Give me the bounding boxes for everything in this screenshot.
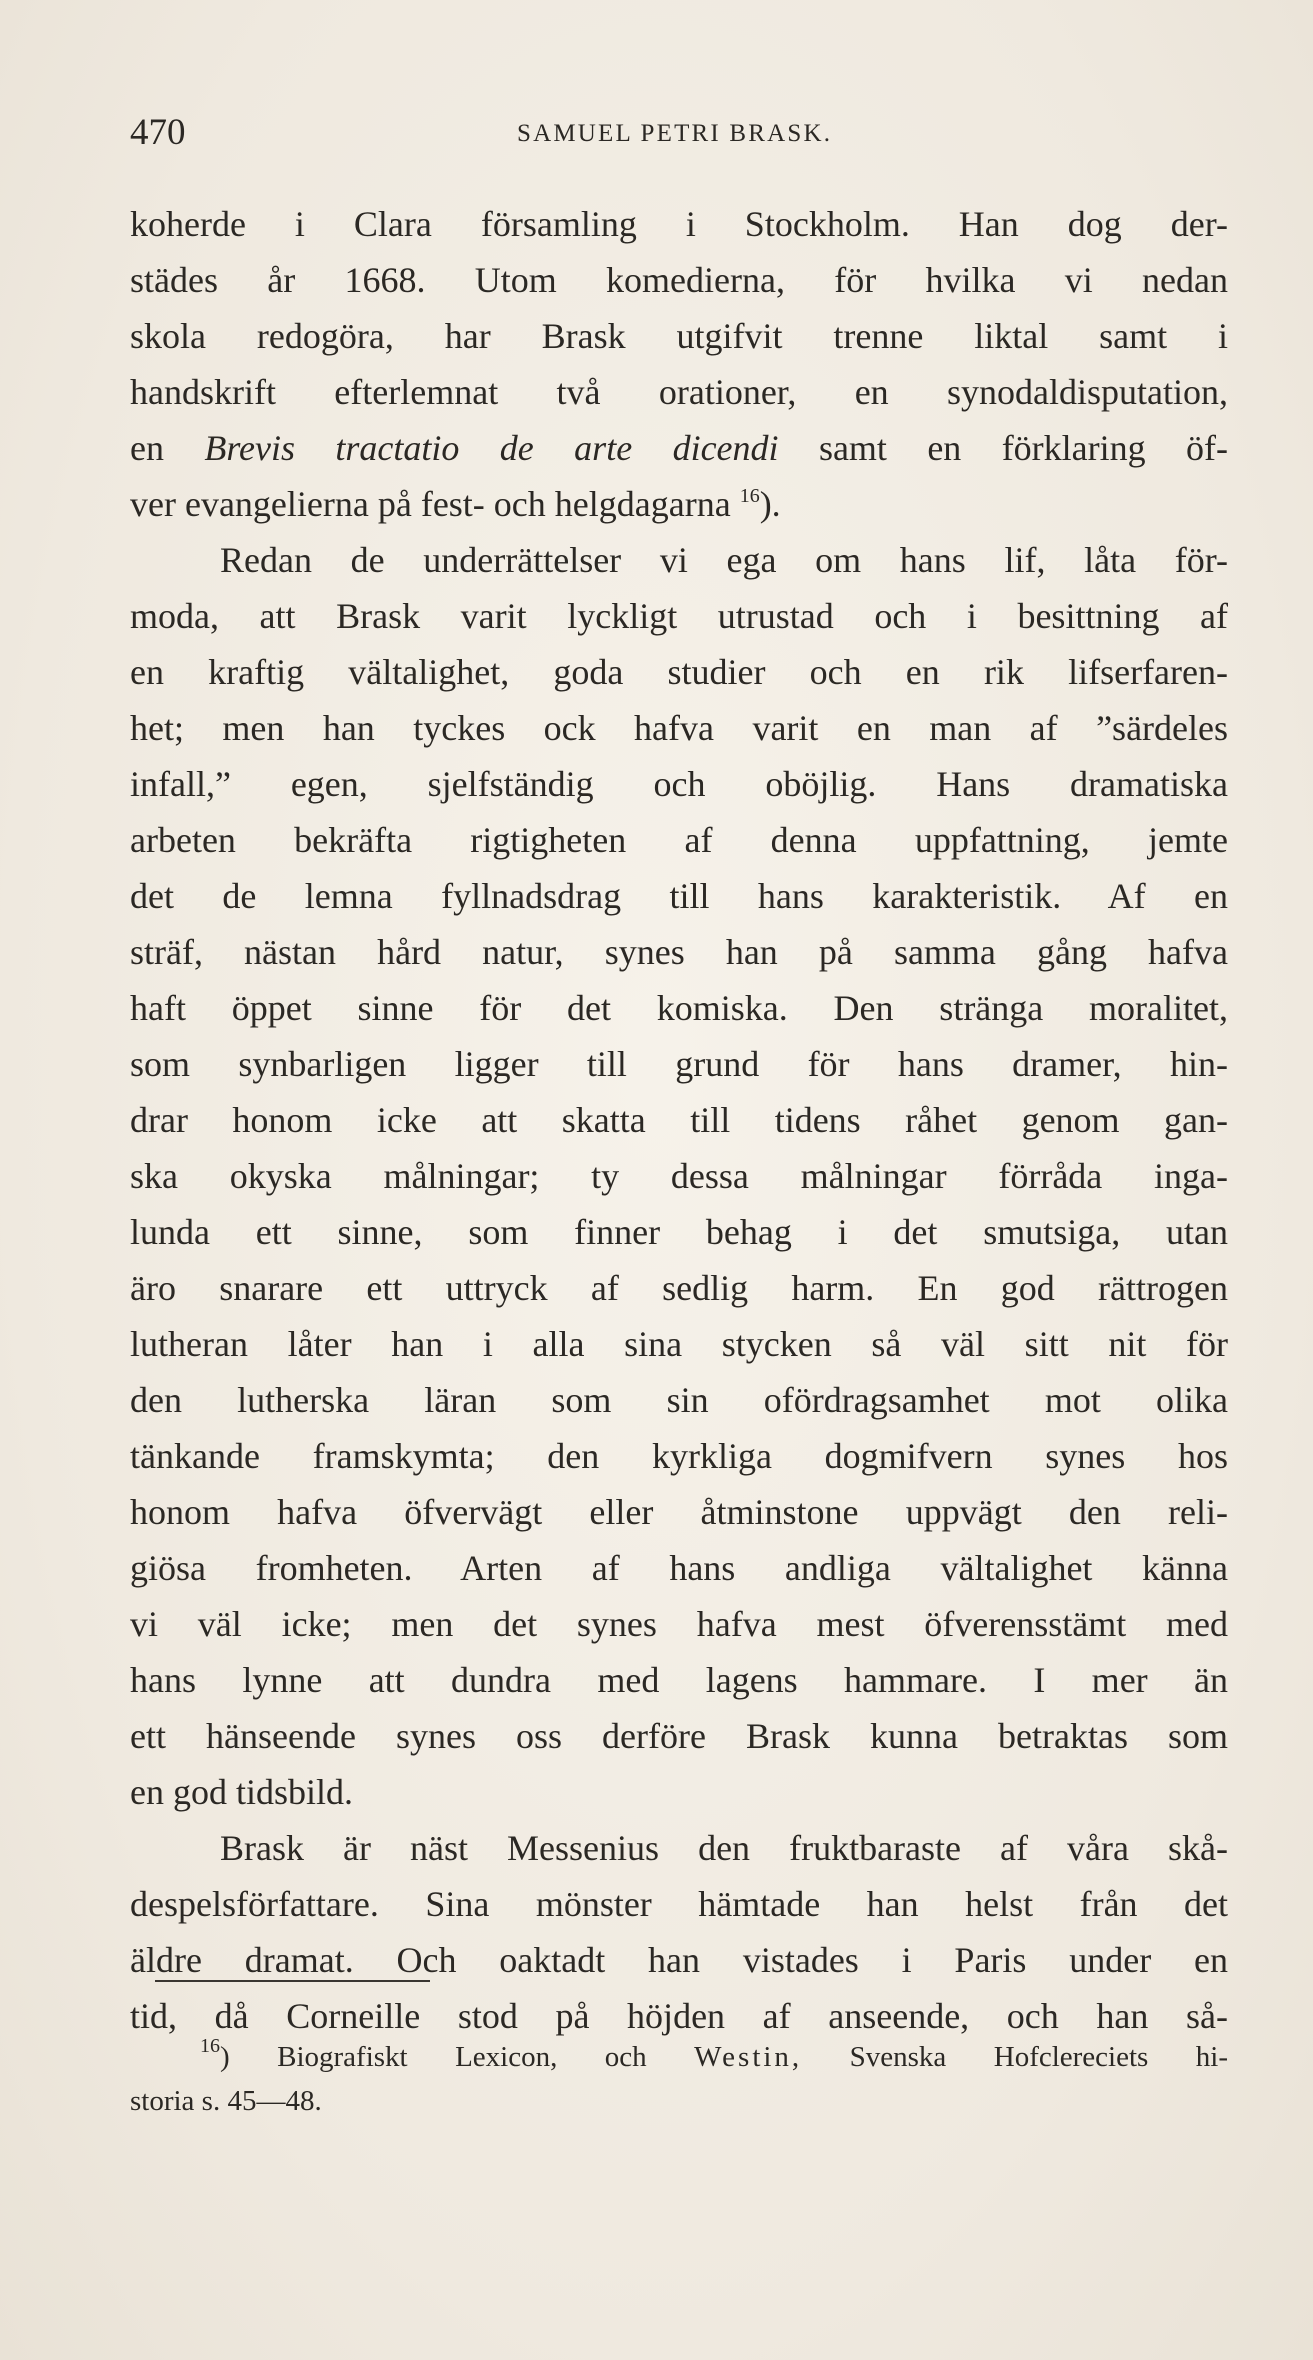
body-text — [130, 196, 1228, 2044]
text-line — [130, 476, 1228, 532]
text-line: Redan de underrättelser vi ega om hans lif, låta för- — [220, 540, 1228, 580]
text-line: handskrift efterlemnat två orationer, en synodaldisputation, — [130, 372, 1228, 412]
text-line: infall,” egen, sjelfständig och oböjlig. Hans dramatiska — [130, 764, 1228, 804]
text-line: drar honom icke att skatta till tidens råhet genom gan- — [130, 1100, 1228, 1140]
footnote — [130, 2035, 1228, 2123]
text-line: skola redogöra, har Brask utgifvit trenne liktal samt i — [130, 316, 1228, 356]
italic-title: Brevis tractatio de arte dicendi — [204, 428, 779, 468]
text-line: den lutherska läran som sin ofördragsamhet mot olika — [130, 1380, 1228, 1420]
text-line: vi väl icke; men det synes hafva mest öfverensstämt med — [130, 1604, 1228, 1644]
text-line: det de lemna fyllnadsdrag till hans karakteristik. Af en — [130, 876, 1228, 916]
text-line: lunda ett sinne, som finner behag i det smutsiga, utan — [130, 1212, 1228, 1252]
text-fragment: ). — [759, 484, 781, 524]
text-fragment: en — [130, 428, 164, 468]
footnote-marker-close: ) — [220, 2041, 230, 2073]
text-line: sträf, nästan hård natur, synes han på samma gång hafva — [130, 932, 1228, 972]
footnote-text: Svenska Hofclereciets hi- — [849, 2041, 1228, 2073]
text-line: ett hänseende synes oss derföre Brask kunna betraktas som — [130, 1716, 1228, 1756]
text-fragment: samt en förklaring öf- — [818, 428, 1229, 468]
text-line: despelsförfattare. Sina mönster hämtade han helst från det — [130, 1884, 1228, 1924]
footnote-author: Westin, — [694, 2041, 803, 2073]
text-line: städes år 1668. Utom komedierna, för hvilka vi nedan — [130, 260, 1228, 300]
text-line: tid, då Corneille stod på höjden af anseende, och han så- — [130, 1996, 1228, 2036]
text-line: lutheran låter han i alla sina stycken så väl sitt nit för — [130, 1324, 1228, 1364]
footnote-divider — [155, 1980, 430, 1982]
text-line: moda, att Brask varit lyckligt utrustad och i besittning af — [130, 596, 1228, 636]
text-line: tänkande framskymta; den kyrkliga dogmifvern synes hos — [130, 1436, 1228, 1476]
text-line: haft öppet sinne för det komiska. Den stränga moralitet, — [130, 988, 1228, 1028]
text-line: giösa fromheten. Arten af hans andliga vältalighet känna — [130, 1548, 1228, 1588]
footnote-reference: 16 — [739, 485, 760, 507]
footnote-line: storia s. 45—48. — [130, 2085, 322, 2117]
text-line: ska okyska målningar; ty dessa målningar förråda inga- — [130, 1156, 1228, 1196]
running-head: SAMUEL PETRI BRASK. — [517, 120, 833, 147]
page-header — [130, 108, 1230, 158]
text-line: som synbarligen ligger till grund för hans dramer, hin- — [130, 1044, 1228, 1084]
footnote-text: Biografiskt Lexicon, och — [277, 2041, 647, 2073]
text-line: äldre dramat. Och oaktadt han vistades i Paris under en — [130, 1940, 1228, 1980]
text-line — [130, 420, 1228, 476]
footnote-marker: 16 — [200, 2035, 220, 2057]
text-line: en god tidsbild. — [130, 1772, 353, 1812]
text-fragment: ver evangelierna på fest- och helgdagarna — [130, 484, 731, 524]
text-line: honom hafva öfvervägt eller åtminstone uppvägt den reli- — [130, 1492, 1228, 1532]
text-line: het; men han tyckes ock hafva varit en man af ”särdeles — [130, 708, 1228, 748]
text-line: en kraftig vältalighet, goda studier och en rik lifserfaren- — [130, 652, 1228, 692]
text-line: Brask är näst Messenius den fruktbaraste af våra skå- — [220, 1828, 1228, 1868]
text-line: arbeten bekräfta rigtigheten af denna uppfattning, jemte — [130, 820, 1228, 860]
text-line: koherde i Clara församling i Stockholm. Han dog der- — [130, 204, 1228, 244]
page-number: 470 — [130, 112, 186, 153]
text-line: hans lynne att dundra med lagens hammare. I mer än — [130, 1660, 1228, 1700]
footnote-line — [130, 2035, 1228, 2079]
text-line: äro snarare ett uttryck af sedlig harm. En god rättrogen — [130, 1268, 1228, 1308]
